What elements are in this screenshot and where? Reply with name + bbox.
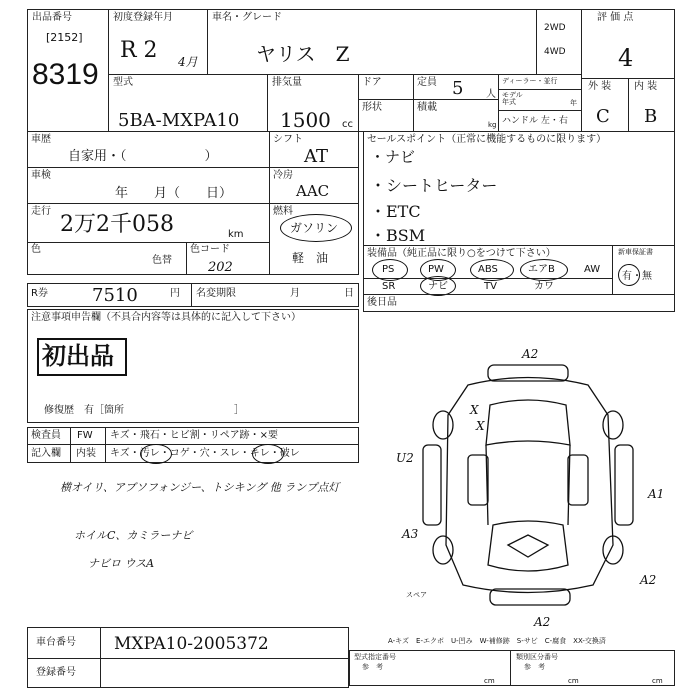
- capacity-unit: 人: [486, 89, 496, 100]
- form-type-label2: 類別区分番号: [516, 653, 558, 661]
- aircon-label: 冷房: [273, 170, 293, 181]
- drive-2wd: 2WD: [544, 23, 566, 33]
- dimension-cm-3: cm: [652, 677, 663, 685]
- recycle-unit: 円: [170, 288, 180, 299]
- mark-u2: U2: [396, 451, 414, 465]
- model-code-value: 5BA-MXPA10: [118, 110, 240, 131]
- fuel-light-oil: 軽 油: [292, 251, 329, 265]
- registration-label: 初度登録年月: [113, 12, 173, 23]
- mark-x1: X: [470, 403, 479, 417]
- aircon-value: AAC: [296, 182, 330, 200]
- form-type-ref2: 参 考: [524, 663, 545, 671]
- grade-exterior-label: 外 装: [588, 81, 612, 92]
- drive-box: [536, 9, 582, 75]
- grade-exterior: C: [596, 106, 610, 127]
- history-label: 車歴: [31, 134, 51, 145]
- mark-a1: A1: [648, 487, 665, 501]
- grade-label: 評 価 点: [597, 12, 634, 23]
- color-code-label: 色コード: [190, 244, 230, 255]
- notes-repair: 修復歴 有［箇所 ］: [44, 405, 244, 416]
- equipment-pw: PW: [428, 264, 444, 275]
- doors-label: ドア: [362, 77, 382, 88]
- dealer-label: ディーラー・並行: [502, 77, 558, 85]
- legend: A-キズ E-エクボ U-凹み W-補修跡 S-サビ C-腐食 XX-交換済: [388, 637, 606, 645]
- attachments-label: 後日品: [367, 297, 397, 308]
- equip-airbag-circle: [520, 259, 568, 281]
- form-type-mid: [510, 650, 511, 686]
- sales-item-4: ・BSM: [370, 226, 426, 245]
- dirt-circle: [140, 444, 172, 464]
- recycle-value: 7510: [92, 285, 138, 306]
- grade-interior: B: [644, 106, 658, 127]
- form-type-ref1: 参 考: [362, 663, 383, 671]
- equipment-ps: PS: [382, 264, 395, 275]
- lot-number: 8319: [32, 58, 99, 91]
- form-type-box: [349, 650, 675, 686]
- chassis-value: MXPA10-2005372: [114, 634, 269, 654]
- equip-abs-circle: [470, 259, 514, 281]
- inspection-value: 年 月（ 日）: [115, 186, 233, 201]
- color-label: 色: [31, 244, 41, 255]
- equipment-navi: ナビ: [428, 281, 448, 292]
- shift-label: シフト: [273, 134, 303, 145]
- car-diagram: [398, 345, 658, 625]
- fuel-label: 燃料: [273, 206, 293, 217]
- inspector-row1: キズ・飛石・ヒビ割・リペア跡・×要: [110, 430, 278, 441]
- color-repaint-label: 色替: [152, 255, 172, 266]
- registration-era-year: R 2: [120, 38, 158, 63]
- fuel-gasoline: ガソリン: [290, 221, 339, 235]
- model-name-label: 車名・グレード: [212, 12, 282, 23]
- equipment-airbag: エアB: [528, 264, 555, 275]
- equipment-aw: AW: [584, 264, 601, 275]
- drive-4wd: 4WD: [544, 47, 566, 57]
- grade-divider: [628, 78, 629, 132]
- mark-a2-bottom: A2: [534, 615, 551, 629]
- handwritten-line3: ナビロ ウスA: [88, 557, 155, 570]
- lot-code: [2152]: [46, 31, 83, 44]
- notes-stamp: 初出品: [42, 341, 114, 370]
- model-code-label: 型式: [113, 77, 133, 88]
- inspector-row2: キズ・汚レ・コゲ・穴・スレ・キレ・破レ: [110, 448, 300, 459]
- name-change-day: 日: [344, 288, 354, 299]
- mileage-unit: km: [228, 229, 244, 240]
- grade-interior-label: 内 装: [634, 81, 658, 92]
- inspection-label: 車検: [31, 170, 51, 181]
- notes-label: 注意事項申告欄（不具合内容等は具体的に記入して下さい）: [31, 312, 301, 323]
- sales-item-1: ・ナビ: [370, 148, 416, 166]
- mark-spare: スペア: [406, 591, 427, 599]
- displacement-label: 排気量: [272, 77, 302, 88]
- color-code: 202: [208, 260, 233, 275]
- shape-label: 形状: [362, 102, 382, 113]
- displacement-value: 1500: [280, 108, 331, 132]
- mileage-label: 走行: [31, 206, 51, 217]
- mileage-value: 2万2千058: [60, 212, 174, 237]
- dimension-cm-2: cm: [568, 677, 579, 685]
- handwritten-line1: 横オイリ、アブソフォンジー、トシキング 他 ランプ点灯: [60, 481, 340, 494]
- handwritten-line2: ホイルC、カミラーナビ: [74, 529, 193, 542]
- recycle-label: R券: [31, 288, 48, 299]
- sales-item-3: ・ETC: [370, 202, 421, 221]
- registration-month: 4月: [178, 55, 198, 69]
- equip-navi-circle: [420, 276, 456, 296]
- attachments-box: [363, 294, 675, 312]
- equipment-label: 装備品（純正品に限り○をつけて下さい）: [367, 248, 556, 259]
- inspector-label1: 検査員: [31, 430, 61, 441]
- equip-ps-circle: [372, 259, 408, 281]
- model-name-value: ヤリス Z: [256, 42, 350, 66]
- shift-value: AT: [304, 146, 329, 167]
- displacement-unit: cc: [342, 119, 353, 130]
- capacity-label: 定員: [417, 77, 437, 88]
- warranty-value: 有・無: [622, 271, 652, 282]
- mark-a2-right: A2: [640, 573, 657, 587]
- sales-item-2: ・シートヒーター: [370, 176, 498, 195]
- warranty-label: 新車保証書: [618, 248, 653, 256]
- history-value: 自家用・（ ）: [68, 149, 218, 164]
- mark-a3: A3: [402, 527, 419, 541]
- dimension-cm-1: cm: [484, 677, 495, 685]
- load-unit: kg: [488, 121, 497, 129]
- sales-label: セールスポイント（正常に機能するものに限ります）: [367, 134, 607, 145]
- name-change-label: 名変期限: [196, 288, 236, 299]
- name-change-month: 月: [290, 288, 300, 299]
- equipment-tv: TV: [484, 281, 497, 292]
- lot-label: 出品番号: [32, 12, 72, 23]
- capacity-value: 5: [452, 78, 464, 99]
- warranty-circle: [618, 264, 640, 286]
- form-type-label1: 型式指定番号: [354, 653, 396, 661]
- scuff-circle: [252, 444, 284, 464]
- mark-x2: X: [476, 419, 485, 433]
- model-year-unit: 年: [570, 99, 577, 107]
- reg-label: 登録番号: [36, 667, 76, 678]
- equipment-sr: SR: [382, 281, 396, 292]
- chassis-label: 車台番号: [36, 637, 76, 648]
- mark-a2-top: A2: [522, 347, 539, 361]
- handle-label: ハンドル 左・右: [502, 116, 568, 126]
- model-year-label: モデル 年式: [502, 91, 523, 106]
- equipment-abs: ABS: [478, 264, 498, 275]
- equipment-leather: カワ: [534, 281, 554, 292]
- load-label: 積載: [417, 102, 437, 113]
- inspector-naiso: 内装: [76, 448, 96, 459]
- grade-score: 4: [618, 44, 634, 72]
- inspector-fw: FW: [77, 430, 93, 441]
- inspector-label2: 記入欄: [31, 448, 61, 459]
